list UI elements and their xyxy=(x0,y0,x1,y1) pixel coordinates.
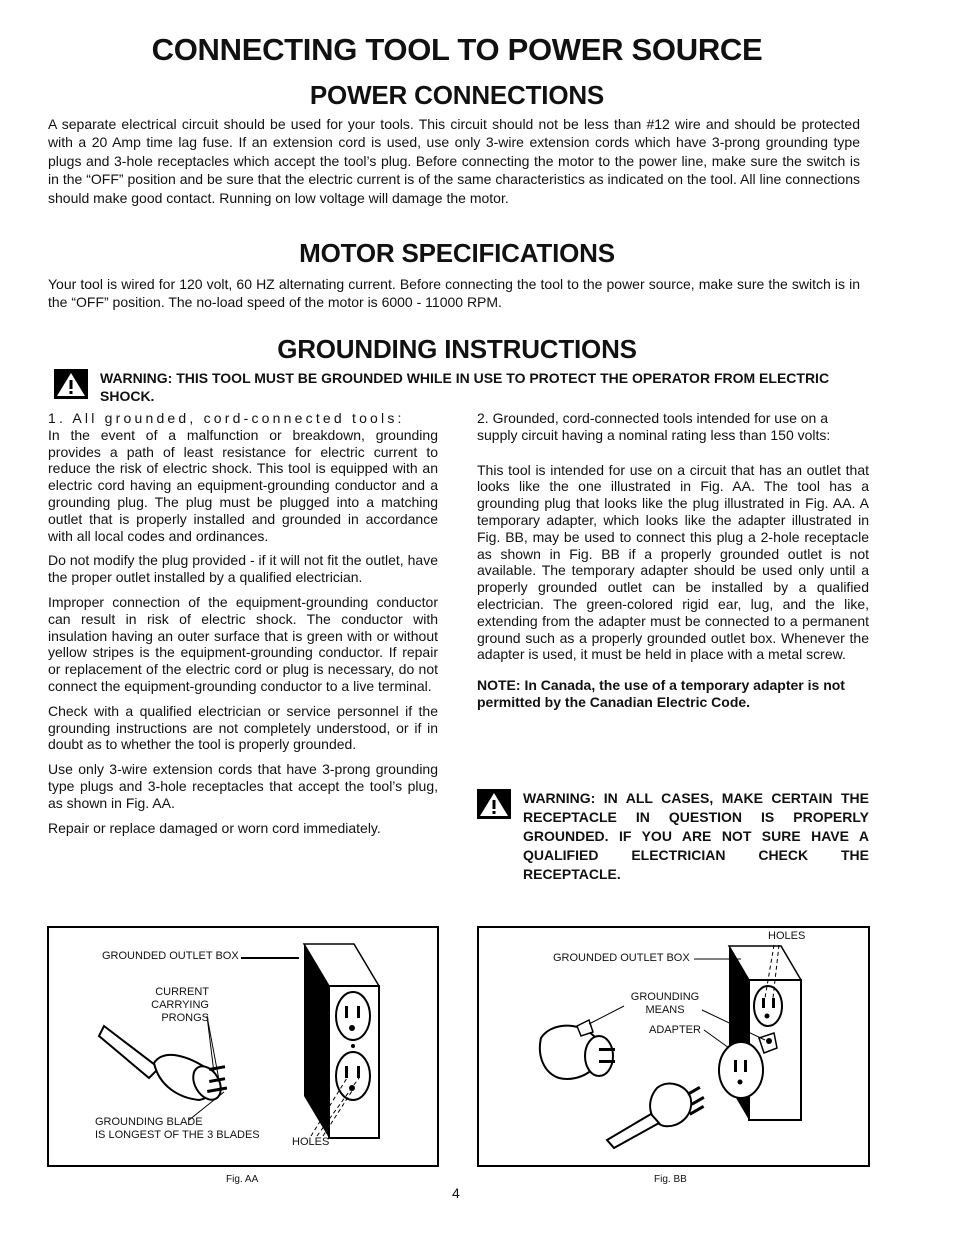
warning-triangle-icon xyxy=(477,789,511,819)
grounding-warning-text: WARNING: THIS TOOL MUST BE GROUNDED WHILE IN USE TO PROTECT THE OPERATOR FROM ELECTRIC SHOCK. xyxy=(100,370,830,404)
grounding-instructions-heading: GROUNDING INSTRUCTIONS xyxy=(277,334,637,364)
item-2-text: 2. Grounded, cord-connected tools intended for use on a supply circuit having a nominal rating less than 150 volts: xyxy=(477,410,831,443)
fig-bb-adapter-label: ADAPTER xyxy=(649,1024,701,1036)
page-number: 4 xyxy=(452,1185,460,1201)
fig-bb-outlet-box-label: GROUNDED OUTLET BOX xyxy=(553,952,690,964)
warning-triangle-icon xyxy=(54,369,88,399)
power-connections-heading: POWER CONNECTIONS xyxy=(309,80,605,110)
receptacle-warning xyxy=(477,789,869,884)
motor-specifications-heading: MOTOR SPECIFICATIONS xyxy=(299,238,615,268)
repair-cord-text: Repair or replace damaged or worn cord immediately. xyxy=(48,819,381,836)
temporary-adapter-text: This tool is intended for use on a circuit that has an outlet that looks like the one illustrated in Fig. AA. The tool has a grounding plug that looks like the plug illustrated in Fig. AA. A temporary adapter, which looks like the adapter illustrated in Fig. BB, may be used to connect this plug a 2-hole receptacle as shown in Fig. BB if a properly grounded outlet is not available. The temporary adapter should be used only until a properly grounded outlet can be installed by a qualified electrician. The green-colored rigid ear, lug, and the like, extending from the adapter must be connected to a permanent ground such as a properly grounded outlet box. Whenever the adapter is used, it must be held in place with a metal screw. xyxy=(477,461,869,663)
fig-aa-outlet-box-label: GROUNDED OUTLET BOX xyxy=(102,950,239,962)
receptacle-warning-text: WARNING: IN ALL CASES, MAKE CERTAIN THE RECEPTACLE IN QUESTION IS PROPERLY GROUNDED. IF YOU ARE NOT SURE HAVE A QUALIFIED ELECTRICIAN CHECK THE RECEPTACLE. xyxy=(523,790,869,882)
fig-bb-caption: Fig. BB xyxy=(654,1174,687,1185)
item-1-lead: 1. All grounded, cord-connected tools: xyxy=(48,410,405,426)
figure-aa xyxy=(47,926,439,1167)
fig-bb-holes-label: HOLES xyxy=(768,930,806,942)
grounding-warning xyxy=(54,369,854,405)
modify-plug-text: Do not modify the plug provided - if it will not fit the outlet, have the proper outlet installed by a qualified electrician. xyxy=(48,552,438,586)
canada-note: NOTE: In Canada, the use of a temporary adapter is not permitted by the Canadian Electric Code. xyxy=(477,677,845,710)
fig-aa-caption: Fig. AA xyxy=(226,1174,259,1185)
motor-specifications-text: Your tool is wired for 120 volt, 60 HZ alternating current. Before connecting the tool to the power source, make sure the switch is in the “OFF” position. The no-load speed of the motor is 6000 - 11000 RPM. xyxy=(48,276,860,311)
item-1-text: In the event of a malfunction or breakdown, grounding provides a path of least resistance for electric current to reduce the risk of electric shock. This tool is equipped with an electric cord having an equipment-grounding conductor and a grounding plug. The plug must be plugged into a matching outlet that is properly installed and grounded in accordance with all local codes and ordinances. xyxy=(48,426,438,544)
extension-cords-text: Use only 3-wire extension cords that have 3-prong grounding type plugs and 3-hole receptacles that accept the tool’s plug, as shown in Fig. AA. xyxy=(48,761,438,811)
figure-bb xyxy=(477,926,870,1167)
fig-bb-grounding-means-label: GROUNDING MEANS xyxy=(630,991,700,1016)
fig-aa-prongs-label: CURRENT CARRYING PRONGS xyxy=(151,986,209,1024)
power-connections-text: A separate electrical circuit should be used for your tools. This circuit should not be less than #12 wire and should be protected with a 20 Amp time lag fuse. If an extension cord is used, use only 3-wire extension cords which have 3-prong grounding type plugs and 3-hole receptacles which accept the tool’s plug. Before connecting the motor to the power line, make sure the switch is in the “OFF” position and be sure that the electric current is of the same characteristics as indicated on the tool. All line connections should make good contact. Running on low voltage will damage the motor. xyxy=(48,116,860,206)
fig-aa-holes-label: HOLES xyxy=(292,1136,330,1148)
check-electrician-text: Check with a qualified electrician or service personnel if the grounding instructions are not completely understood, or if in doubt as to whether the tool is properly grounded. xyxy=(48,702,438,753)
grounding-right-column xyxy=(477,410,869,719)
page-title: CONNECTING TOOL TO POWER SOURCE xyxy=(151,32,763,67)
fig-aa-blade-label: GROUNDING BLADE IS LONGEST OF THE 3 BLADES xyxy=(95,1116,260,1141)
improper-connection-text: Improper connection of the equipment-grounding conductor can result in risk of electric shock. The conductor with insulation having an outer surface that is green with or without yellow stripes is the equipment-grounding conductor. If repair or replacement of the electric cord or plug is necessary, do not connect the equipment-grounding conductor to a live terminal. xyxy=(48,593,438,694)
grounding-left-column xyxy=(48,410,438,844)
